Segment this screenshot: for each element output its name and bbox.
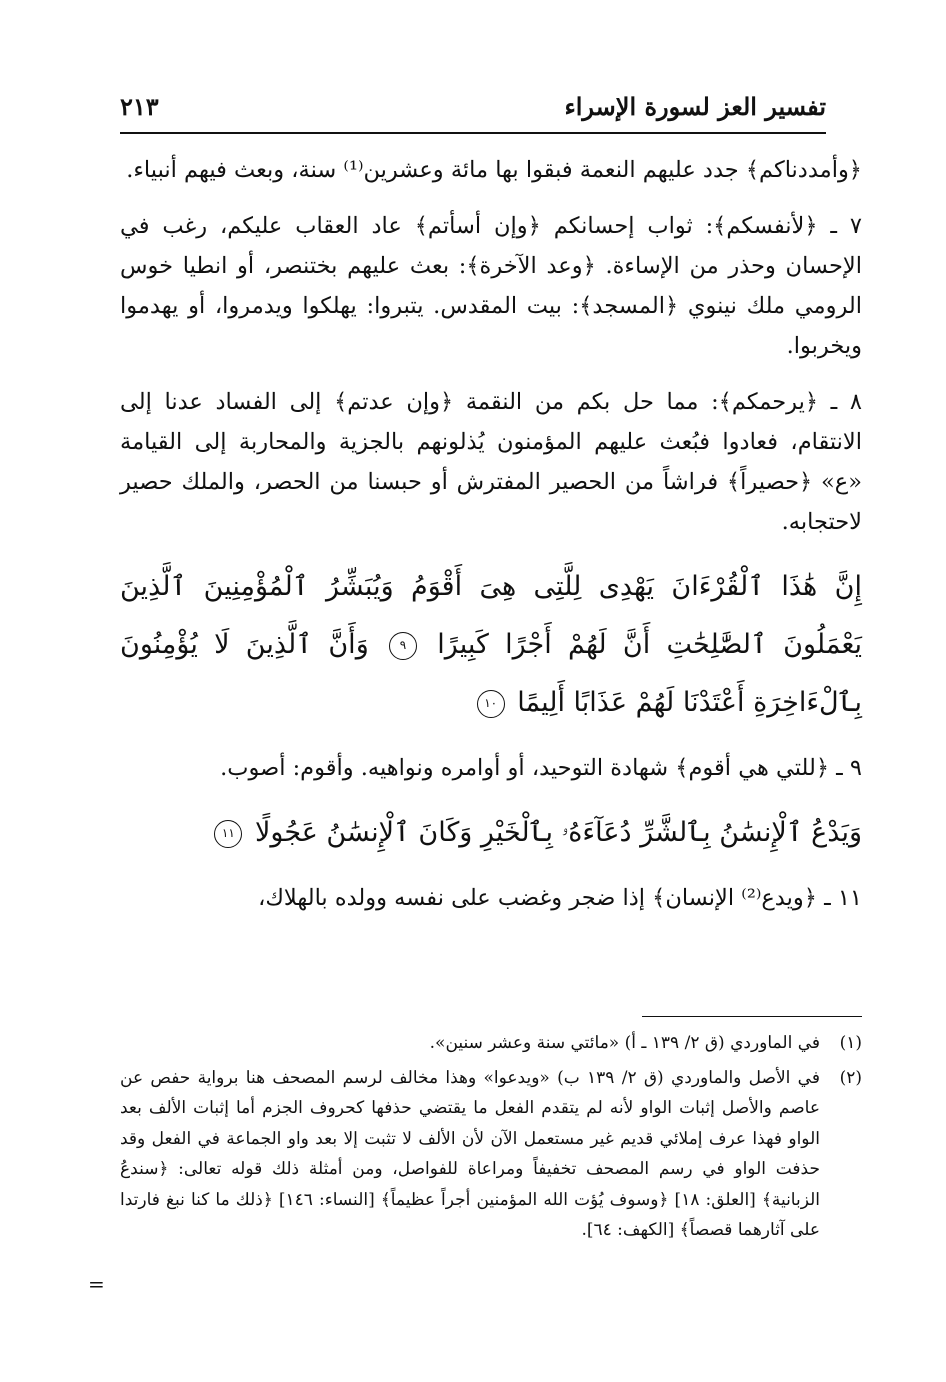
verse-11-text: وَيَدْعُ ٱلْإِنسَٰنُ بِٱلشَّرِّ دُعَآءَهُۥ بِٱلْخَيْرِ وَكَانَ ٱلْإِنسَٰنُ عَجُولًا bbox=[254, 817, 862, 848]
paragraph-verse-11: ١١ ـ ﴿ويدع⁽²⁾ الإنسان﴾ إذا ضجر وغضب على نفسه وولده بالهلاك، bbox=[258, 885, 862, 911]
verse-9-text: إِنَّ هَٰذَا ٱلْقُرْءَانَ يَهْدِى لِلَّتِى هِىَ أَقْوَمُ وَيُبَشِّرُ ٱلْمُؤْمِنِينَ ٱلَّذِينَ يَعْمَلُونَ ٱلصَّٰلِحَٰتِ أَنَّ لَهُمْ أَجْرًا كَبِيرًا bbox=[120, 571, 862, 660]
main-text bbox=[120, 150, 862, 934]
verse-10-text: وَأَنَّ ٱلَّذِينَ لَا يُؤْمِنُونَ بِٱلْءَاخِرَةِ أَعْتَدْنَا لَهُمْ عَذَابًا أَلِيمًا bbox=[120, 629, 862, 718]
footnote-text: في الأصل والماوردي (ق ٢/ ١٣٩ ب) «ويدعوا» وهذا مخالف لرسم المصحف هنا برواية حفص عن عاصم والأصل إثبات الواو لأنه لم يتقدم الفعل ما يقتضي حذفها كحروف الجزم أما إثبات الألف بعد الواو فهذا عرف إملائي قديم غير مستعمل الآن لأن الألف لا تثبت إلا بعد واو الجماعة في الفعل وقد حذفت الواو في رسم المصحف تخفيفاً ومراعاة للفواصل، ومن أمثلة ذلك قوله تعالى: ﴿سندعُ الزبانية﴾ [العلق: ١٨] ﴿وسوف يُؤت الله المؤمنين أجراً عظيماً﴾ [النساء: ١٤٦] ﴿ذلك ما كنا نبغ فارتدا على آثارهما قصصاً﴾ [الكهف: ٦٤]. bbox=[120, 1067, 820, 1240]
paragraph-verse-8: ٨ ـ ﴿يرحمكم﴾: مما حل بكم من النقمة ﴿وإن عدتم﴾ إلى الفساد عدنا إلى الانتقام، فعادوا فبُعث عليهم المؤمنون يُذلونهم بالجزية والمحاربة إلى القيامة «ع» ﴿حصيراً﴾ فراشاً من الحصير المفترش أو حبسنا من الحصر، والملك حصير لاحتجابه. bbox=[120, 389, 862, 535]
paragraph-verse-9: ٩ ـ ﴿للتي هي أقوم﴾ شهادة التوحيد، أو أوامره ونواهيه. وأقوم: أصوب. bbox=[220, 755, 862, 781]
footnote-separator bbox=[642, 1016, 862, 1017]
footnote-1 bbox=[120, 1028, 862, 1059]
aya-number-11: ١١ bbox=[214, 820, 242, 848]
quran-verse-9-10 bbox=[120, 558, 862, 732]
paragraph-verse-7: ٧ ـ ﴿لأنفسكم﴾: ثواب إحسانكم ﴿وإن أسأتم﴾ عاد العقاب عليكم، رغب في الإحسان وحذر من الإساءة. ﴿وعد الآخرة﴾: بعث عليهم بختنصر، أو انطيا خوس الرومي ملك نينوي ﴿المسجد﴾: بيت المقدس. يتبروا: يهلكوا ويدمروا، أو يهدموا ويخربوا. bbox=[120, 213, 862, 359]
running-header bbox=[120, 92, 826, 134]
footnote-number: (١) bbox=[839, 1033, 862, 1053]
footnote-text: في الماوردي (ق ٢/ ١٣٩ ـ أ) «مائتي سنة وعشر سنين». bbox=[429, 1033, 820, 1053]
margin-mark: = bbox=[88, 1272, 105, 1296]
aya-number-9: ٩ bbox=[389, 632, 417, 660]
footnotes bbox=[120, 1028, 862, 1250]
footnote-2 bbox=[120, 1063, 862, 1246]
running-title: تفسير العز لسورة الإسراء bbox=[564, 92, 826, 121]
page-number: ٢١٣ bbox=[120, 92, 159, 121]
aya-number-10: ١٠ bbox=[477, 690, 505, 718]
quran-verse-11 bbox=[120, 804, 862, 862]
footnote-number: (٢) bbox=[839, 1067, 862, 1088]
paragraph-1: ﴿وأمددناكم﴾ جدد عليهم النعمة فبقوا بها مائة وعشرين⁽¹⁾ سنة، وبعث فيهم أنبياء. bbox=[126, 157, 862, 183]
